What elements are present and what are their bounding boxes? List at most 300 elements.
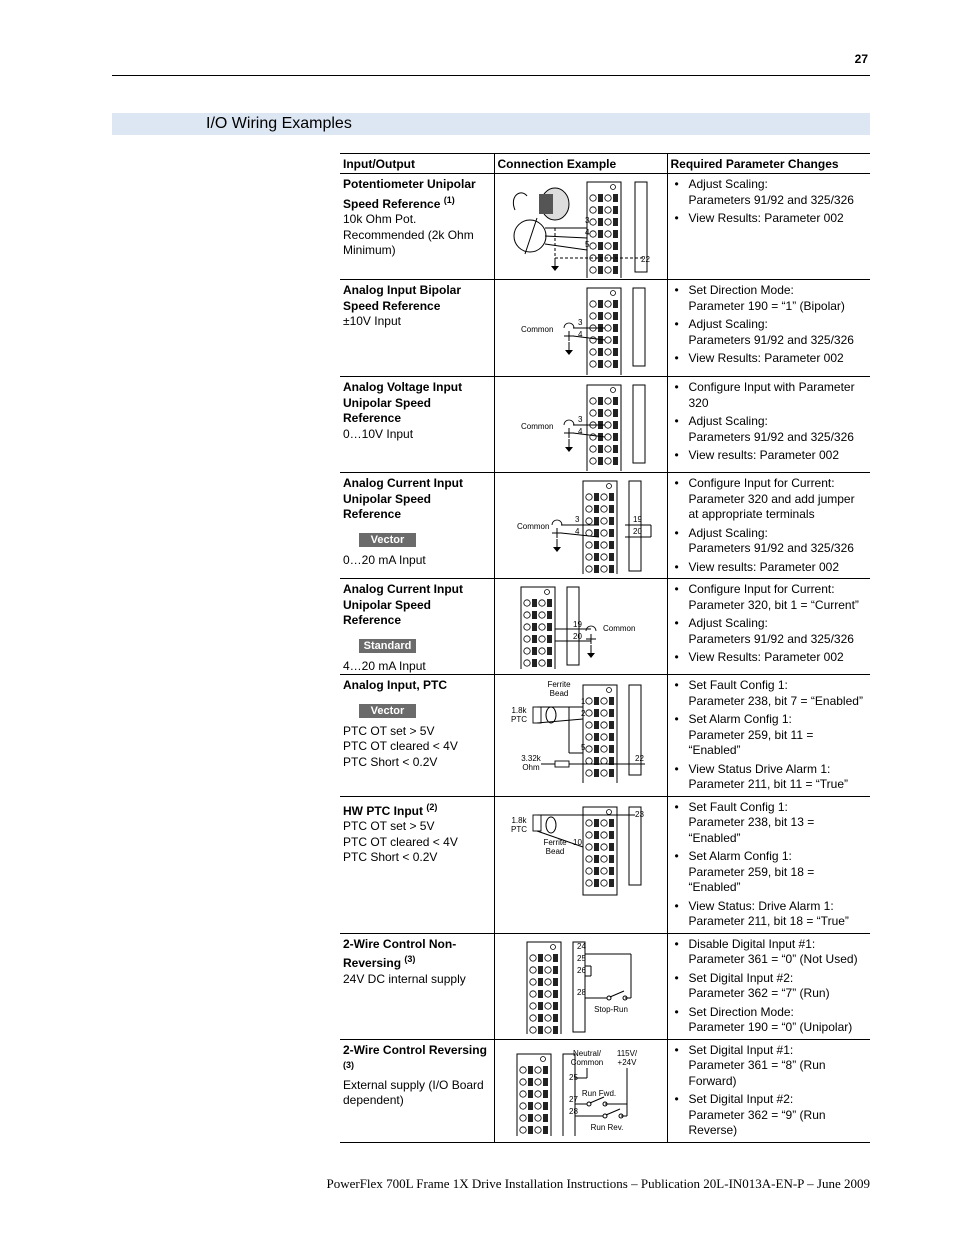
parameter-text: Parameter 361 = “8” (Run Forward) <box>688 1058 826 1088</box>
parameter-list <box>671 380 868 464</box>
parameter-item <box>671 650 868 666</box>
terminal-screw <box>600 770 606 776</box>
terminal-clamp <box>598 266 603 274</box>
parameter-text: • View Results: Parameter 002 <box>688 211 844 225</box>
terminal-screw <box>604 398 610 404</box>
terminal-clamp <box>553 954 558 962</box>
terminal-screw <box>538 660 544 666</box>
product-badge: Vector <box>359 533 416 547</box>
terminal-screw <box>604 267 610 273</box>
terminal-label: 22 <box>640 255 650 264</box>
terminal-screw <box>585 879 591 885</box>
terminal-label: 24 <box>576 941 586 951</box>
terminal-screw <box>589 207 595 213</box>
terminal-screw <box>544 1026 550 1032</box>
terminal-screw <box>600 722 606 728</box>
terminal-clamp <box>613 348 618 356</box>
terminal-label: 2 <box>580 709 585 718</box>
terminal-clamp <box>594 697 599 705</box>
table-row <box>340 933 870 1039</box>
terminal-screw <box>589 361 595 367</box>
terminal-clamp <box>613 266 618 274</box>
io-description-cell <box>340 579 494 675</box>
terminal-clamp <box>528 1078 533 1086</box>
terminal-screw <box>604 219 610 225</box>
parameter-text: • Set Direction Mode: <box>688 283 794 297</box>
terminal-label: 5 <box>580 743 585 752</box>
table-row <box>340 796 870 933</box>
terminal-clamp <box>594 493 599 501</box>
terminal-label: 3 <box>577 318 582 327</box>
terminal-clamp <box>613 300 618 308</box>
terminal-screw <box>534 1114 540 1120</box>
io-detail: PTC OT set > 5V <box>343 723 435 738</box>
terminal-clamp <box>609 721 614 729</box>
io-name: Analog Voltage Input Unipolar Speed Reference <box>343 380 463 425</box>
parameter-text: • Set Digital Input #2: <box>688 970 794 985</box>
footnote-marker: (1) <box>443 194 455 205</box>
io-description-cell <box>340 1039 494 1142</box>
terminal-clamp <box>532 635 537 643</box>
terminal-clamp <box>613 324 618 332</box>
io-name: 2-Wire Control Reversing <box>343 1042 487 1057</box>
terminal-screw <box>585 554 591 560</box>
terminal-clamp <box>609 819 614 827</box>
table-row <box>340 473 870 579</box>
terminal-screw <box>589 349 595 355</box>
ferrite-label: Ferrite <box>546 680 571 689</box>
wire <box>606 1109 620 1115</box>
io-description-cell <box>340 933 494 1039</box>
wiring-diagram <box>495 675 667 783</box>
terminal-clamp <box>594 745 599 753</box>
terminal-clamp <box>609 879 614 887</box>
common-label: Common <box>602 624 635 633</box>
terminal-screw <box>585 722 591 728</box>
parameter-changes-cell <box>667 280 870 377</box>
terminal-screw <box>523 612 529 618</box>
connection-example-cell <box>494 280 667 377</box>
terminal-clamp <box>538 978 543 986</box>
parameter-text: Parameter 320 and add jumper at appropriate terminals <box>688 491 855 521</box>
terminal-screw <box>538 600 544 606</box>
io-description-cell <box>340 174 494 280</box>
terminal-label: 4 <box>584 228 589 237</box>
switch-label: Stop-Run <box>593 1004 628 1014</box>
table-header-row <box>340 154 870 174</box>
terminal-clamp <box>598 206 603 214</box>
parameter-item <box>671 211 868 227</box>
terminal-screw <box>604 434 610 440</box>
io-name-wrapper <box>343 1043 491 1078</box>
terminal-screw <box>519 1114 525 1120</box>
io-detail: ±10V Input <box>343 314 401 328</box>
terminal-screw <box>600 758 606 764</box>
io-detail: PTC Short < 0.2V <box>343 754 438 769</box>
terminal-label: 4 <box>577 427 582 436</box>
terminal-screw <box>604 195 610 201</box>
parameter-item <box>671 283 868 314</box>
parameter-item <box>671 582 868 613</box>
terminal-clamp <box>528 1126 533 1134</box>
terminal-clamp <box>594 721 599 729</box>
parameter-item <box>671 1092 868 1139</box>
terminal-clamp <box>553 1026 558 1034</box>
column-header: Required Parameter Changes <box>667 154 870 174</box>
terminal-clamp <box>528 1090 533 1098</box>
wiring-diagram <box>495 579 667 669</box>
terminal-screw <box>604 325 610 331</box>
terminal-screw <box>585 566 591 572</box>
parameter-text: Parameters 91/92 and 325/326 <box>688 429 854 444</box>
terminal-screw <box>534 1126 540 1132</box>
parameter-list <box>671 177 868 227</box>
parameter-text: • Adjust Scaling: <box>688 616 768 630</box>
connection-example-cell <box>494 579 667 675</box>
terminal-clamp <box>598 409 603 417</box>
terminal-screw <box>529 1014 535 1020</box>
switch-label: Run Rev. <box>590 1122 623 1132</box>
ptc-label: 1.8k <box>510 706 527 715</box>
terminal-clamp <box>598 300 603 308</box>
terminal-clamp <box>538 954 543 962</box>
terminal-label: 19 <box>572 620 582 629</box>
terminal-clamp <box>609 553 614 561</box>
terminal-clamp <box>609 831 614 839</box>
resistor-label: Ohm <box>521 763 540 772</box>
parameter-text: Parameters 91/92 and 325/326 <box>688 541 854 555</box>
terminal-clamp <box>598 230 603 238</box>
parameter-text: • Adjust Scaling: <box>688 317 768 331</box>
resistor <box>533 707 541 723</box>
parameter-text: • View Status: Drive Alarm 1: <box>688 898 834 913</box>
parameter-item <box>671 849 868 896</box>
terminal-screw <box>519 1126 525 1132</box>
parameter-text: Parameter 190 = “1” (Bipolar) <box>688 298 845 313</box>
terminal-screw <box>585 855 591 861</box>
supply-label: +24V <box>617 1057 636 1067</box>
header-rule <box>112 75 870 76</box>
ground-symbol <box>565 447 573 452</box>
terminal-clamp <box>598 360 603 368</box>
parameter-text: • View results: Parameter 002 <box>688 448 840 462</box>
terminal-clamp <box>532 599 537 607</box>
terminal-screw <box>585 542 591 548</box>
terminal-clamp <box>609 709 614 717</box>
terminal-label: 3 <box>577 415 582 424</box>
terminal-label: 22 <box>634 754 644 763</box>
terminal-clamp <box>543 1126 548 1134</box>
terminal-clamp <box>609 505 614 513</box>
io-detail: PTC Short < 0.2V <box>343 850 438 864</box>
terminal-screw <box>523 636 529 642</box>
terminal-clamp <box>609 697 614 705</box>
connection-example-cell <box>494 675 667 797</box>
terminal-clamp <box>594 819 599 827</box>
terminal-clamp <box>613 312 618 320</box>
parameter-text: Parameters 91/92 and 325/326 <box>688 192 854 207</box>
terminal-clamp <box>553 1014 558 1022</box>
terminal-screw <box>604 337 610 343</box>
terminal-screw <box>604 422 610 428</box>
terminal-label: 3 <box>584 216 589 225</box>
terminal-screw <box>538 624 544 630</box>
terminal-screw <box>600 530 606 536</box>
parameter-text: • Set Digital Input #2: <box>688 1092 794 1106</box>
terminal-screw <box>585 758 591 764</box>
parameter-text: Parameter 238, bit 7 = “Enabled” <box>688 693 863 708</box>
terminal-screw <box>585 746 591 752</box>
terminal-label: 20 <box>572 632 582 641</box>
terminal-clamp <box>547 659 552 667</box>
ground-symbol <box>553 547 561 552</box>
parameter-item <box>671 800 868 847</box>
terminal-clamp <box>594 733 599 741</box>
terminal-strip <box>633 288 645 366</box>
terminal-clamp <box>553 990 558 998</box>
terminal-screw <box>534 1078 540 1084</box>
terminal-clamp <box>613 218 618 226</box>
io-detail: 10k Ohm Pot. Recommended (2k Ohm Minimum) <box>343 212 474 257</box>
parameter-changes-cell <box>667 473 870 579</box>
parameter-text: Parameter 361 = “0” (Not Used) <box>688 952 858 966</box>
table-row <box>340 377 870 473</box>
parameter-text: Parameters 91/92 and 325/326 <box>688 631 854 646</box>
terminal-clamp <box>547 611 552 619</box>
terminal-clamp <box>594 709 599 717</box>
terminal-screw <box>519 1066 525 1072</box>
terminal-clamp <box>613 397 618 405</box>
terminal-clamp <box>594 831 599 839</box>
parameter-item <box>671 317 868 348</box>
product-badge: Vector <box>359 704 416 718</box>
terminal-screw <box>534 1102 540 1108</box>
ground-symbol <box>565 350 573 355</box>
potentiometer-symbol <box>514 220 546 252</box>
ferrite-label: Ferrite <box>542 837 567 847</box>
terminal-clamp <box>528 1102 533 1110</box>
parameter-text: • View Results: Parameter 002 <box>688 650 844 664</box>
parameter-text: • Set Alarm Config 1: <box>688 712 792 726</box>
terminal-screw <box>529 954 535 960</box>
ptc-label: 1.8k <box>510 815 527 825</box>
io-description-cell <box>340 377 494 473</box>
connection-example-cell <box>494 933 667 1039</box>
parameter-list <box>671 678 868 793</box>
supply-label: Common <box>570 1057 603 1067</box>
parameter-text: • View Status Drive Alarm 1: <box>688 761 831 776</box>
terminal-screw <box>600 734 606 740</box>
terminal-screw <box>589 301 595 307</box>
terminal-screw <box>600 879 606 885</box>
parameter-text: • Adjust Scaling: <box>688 414 768 428</box>
terminal-clamp <box>553 978 558 986</box>
footnote-marker: (3) <box>343 1060 354 1070</box>
terminal-clamp <box>609 843 614 851</box>
product-badge: Standard <box>359 639 416 653</box>
terminal-screw <box>529 966 535 972</box>
supply-label: 115V/ <box>616 1048 637 1058</box>
ptc-label: PTC <box>510 824 527 834</box>
table-row <box>340 579 870 675</box>
parameter-list <box>671 937 868 1036</box>
wire <box>545 236 587 238</box>
parameter-text: • Adjust Scaling: <box>688 177 768 191</box>
terminal-label: 27 <box>568 1094 578 1104</box>
ferrite-bead <box>546 817 556 833</box>
terminal-screw <box>600 831 606 837</box>
terminal-label: 19 <box>632 515 642 524</box>
terminal-screw <box>600 506 606 512</box>
wiring-diagram <box>495 377 667 471</box>
wiring-diagram <box>495 797 667 898</box>
table-row <box>340 280 870 377</box>
terminal-label: 10 <box>572 837 582 847</box>
connection-example-cell <box>494 174 667 280</box>
terminal-clamp <box>594 529 599 537</box>
terminal-screw <box>600 843 606 849</box>
wire <box>525 218 537 254</box>
parameter-item <box>671 712 868 759</box>
terminal-clamp <box>547 647 552 655</box>
terminal-screw <box>589 398 595 404</box>
io-wiring-table <box>340 153 870 1143</box>
column-header: Input/Output <box>340 154 494 174</box>
terminal-screw <box>585 819 591 825</box>
terminal-label: 28 <box>568 1106 578 1116</box>
terminal-screw <box>589 458 595 464</box>
terminal-clamp <box>553 966 558 974</box>
terminal-clamp <box>609 517 614 525</box>
terminal-clamp <box>543 1102 548 1110</box>
terminal-screw <box>604 231 610 237</box>
terminal-clamp <box>609 493 614 501</box>
terminal-label: 20 <box>632 527 642 536</box>
parameter-item <box>671 616 868 647</box>
common-label: Common <box>520 422 553 431</box>
wire <box>545 244 587 250</box>
terminal-screw <box>589 410 595 416</box>
parameter-text: Parameters 91/92 and 325/326 <box>688 332 854 347</box>
parameter-text: Parameter 259, bit 11 = “Enabled” <box>688 727 814 757</box>
terminal-screw <box>604 410 610 416</box>
supply-label: Neutral/ <box>572 1048 601 1058</box>
parameter-changes-cell <box>667 174 870 280</box>
terminal-screw <box>529 990 535 996</box>
terminal-clamp <box>613 206 618 214</box>
terminal-label: 1 <box>580 697 585 706</box>
terminal-clamp <box>613 336 618 344</box>
io-detail: External supply (I/O Board dependent) <box>343 1077 484 1107</box>
resistor <box>555 761 569 767</box>
parameter-text: • Set Fault Config 1: <box>688 799 788 814</box>
terminal-label: 4 <box>574 527 579 536</box>
io-detail: PTC OT cleared < 4V <box>343 739 458 753</box>
terminal-screw <box>600 746 606 752</box>
column-header: Connection Example <box>494 154 667 174</box>
terminal-clamp <box>609 541 614 549</box>
common-label: Common <box>520 325 553 334</box>
terminal-screw <box>604 349 610 355</box>
parameter-text: Parameter 211, bit 18 = “True” <box>688 914 849 928</box>
parameter-item <box>671 448 868 464</box>
ptc-label: PTC <box>510 715 527 724</box>
parameter-list <box>671 800 868 930</box>
section-title: I/O Wiring Examples <box>206 115 352 132</box>
terminal-clamp <box>538 1026 543 1034</box>
terminal-clamp <box>547 635 552 643</box>
terminal-screw <box>600 542 606 548</box>
terminal-screw <box>534 1066 540 1072</box>
wiring-diagram <box>495 473 667 574</box>
parameter-text: Parameter 362 = “7” (Run) <box>688 986 830 1000</box>
terminal-screw <box>544 966 550 972</box>
parameter-changes-cell <box>667 796 870 933</box>
terminal-clamp <box>553 1002 558 1010</box>
parameter-item <box>671 476 868 523</box>
terminal-clamp <box>594 517 599 525</box>
wiring-diagram <box>495 1040 667 1136</box>
terminal-clamp <box>598 457 603 465</box>
terminal-clamp <box>598 445 603 453</box>
terminal-clamp <box>598 218 603 226</box>
terminal-screw <box>600 566 606 572</box>
terminal-clamp <box>528 1114 533 1122</box>
terminal-screw <box>585 831 591 837</box>
terminal-clamp <box>609 769 614 777</box>
terminal-screw <box>544 954 550 960</box>
terminal-strip <box>629 481 641 571</box>
terminal-clamp <box>543 1114 548 1122</box>
terminal-label: 25 <box>576 953 586 963</box>
terminal-screw <box>589 267 595 273</box>
terminal-clamp <box>594 867 599 875</box>
parameter-item <box>671 380 868 411</box>
terminal-screw <box>585 698 591 704</box>
parameter-text: • Configure Input for Current: <box>688 582 835 596</box>
parameter-text: Parameter 190 = “0” (Unipolar) <box>688 1020 853 1034</box>
terminal-clamp <box>594 855 599 863</box>
terminal-label: 23 <box>634 809 644 819</box>
io-name: HW PTC Input <box>343 803 423 818</box>
terminal-clamp <box>609 867 614 875</box>
terminal-screw <box>529 978 535 984</box>
terminal-clamp <box>613 194 618 202</box>
io-name: Potentiometer Unipolar Speed Reference <box>343 177 476 211</box>
io-detail: 4…20 mA Input <box>343 658 426 673</box>
io-detail: PTC OT cleared < 4V <box>343 834 458 849</box>
terminal-clamp <box>613 360 618 368</box>
terminal-screw <box>523 660 529 666</box>
parameter-item <box>671 971 868 1002</box>
terminal-clamp <box>594 505 599 513</box>
wiring-diagram <box>495 280 667 375</box>
parameter-text: • Disable Digital Input #1: <box>688 936 816 951</box>
terminal-screw <box>600 710 606 716</box>
parameter-item <box>671 560 868 576</box>
terminal-clamp <box>609 529 614 537</box>
io-detail: 0…20 mA Input <box>343 552 426 567</box>
terminal-clamp <box>538 966 543 974</box>
table-row <box>340 174 870 280</box>
terminal-clamp <box>613 230 618 238</box>
source-symbol <box>564 323 574 328</box>
parameter-text: • Configure Input with Parameter 320 <box>688 380 855 410</box>
terminal-screw <box>585 843 591 849</box>
terminal-clamp <box>613 242 618 250</box>
terminal-screw <box>585 710 591 716</box>
terminal-clamp <box>594 843 599 851</box>
